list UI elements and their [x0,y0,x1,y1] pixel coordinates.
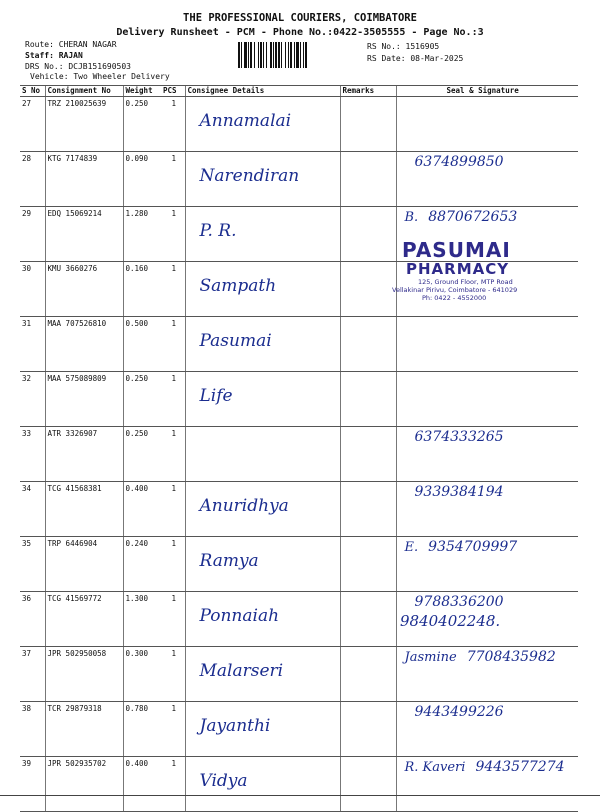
row-signature [396,97,578,152]
row-sno: 37 [20,647,45,702]
row-signature [396,372,578,427]
drs-label: DRS No.: DCJB151690503 [25,62,131,71]
table-row [20,702,578,757]
row-weight: 0.160 [123,262,161,317]
table-row [20,152,578,207]
row-sno: 39 [20,757,45,812]
row-pcs: 1 [161,537,185,592]
table-row [20,482,578,537]
row-consignee: P. R. [185,207,340,262]
company-title: THE PROFESSIONAL COURIERS, COIMBATORE [183,12,417,24]
row-consignment-no: MAA 575089809 [45,372,123,427]
row-pcs: 1 [161,317,185,372]
row-pcs: 1 [161,702,185,757]
row-pcs: 1 [161,152,185,207]
row-consignee: Narendiran [185,152,340,207]
row-consignment-no: MAA 707526810 [45,317,123,372]
row-consignment-no: KTG 7174839 [45,152,123,207]
stamp-phone: Ph: 0422 - 4552000 [422,294,487,302]
row-pcs: 1 [161,592,185,647]
row-sno: 38 [20,702,45,757]
col-consignment: Consignment No [45,86,123,97]
row-remarks [340,592,396,647]
row-sno: 36 [20,592,45,647]
row-sno: 29 [20,207,45,262]
row-remarks [340,647,396,702]
row-consignee: Jayanthi [185,702,340,757]
row-weight: 0.250 [123,97,161,152]
row-pcs: 1 [161,262,185,317]
col-remarks: Remarks [340,86,396,97]
row-consignment-no: ATR 3326907 [45,427,123,482]
signature-text: R. Kaveri [404,760,466,775]
table-row [20,647,578,702]
row-sno: 33 [20,427,45,482]
row-consignee: Ramya [185,537,340,592]
table-row [20,372,578,427]
table-header-row [20,86,578,97]
signature-phone: 8870672653 [428,209,518,225]
row-sno: 34 [20,482,45,537]
row-pcs: 1 [161,372,185,427]
row-remarks [340,482,396,537]
runsheet-title: Delivery Runsheet - PCM - Phone No.:0422-3505555 - Page No.:3 [116,27,484,38]
row-weight: 0.400 [123,482,161,537]
extra-phone-number: 9840402248. [400,612,501,630]
row-signature [396,482,578,537]
row-weight: 0.250 [123,427,161,482]
col-pcs: PCS [161,86,185,97]
table-row [20,537,578,592]
row-consignment-no: TRZ 210025639 [45,97,123,152]
row-weight: 0.300 [123,647,161,702]
rs-date: RS Date: 08-Mar-2025 [367,54,464,63]
stamp-sub: PHARMACY [406,260,510,278]
table-row [20,317,578,372]
row-weight: 0.240 [123,537,161,592]
row-weight: 1.300 [123,592,161,647]
row-signature [396,317,578,372]
row-weight: 0.500 [123,317,161,372]
row-consignee: Pasumai [185,317,340,372]
row-remarks [340,262,396,317]
row-weight: 0.400 [123,757,161,812]
row-signature [396,537,578,592]
col-sno: S No [20,86,45,97]
barcode-image [238,42,358,68]
row-remarks [340,97,396,152]
row-signature [396,757,578,812]
row-signature [396,427,578,482]
row-consignee: Ponnaiah [185,592,340,647]
row-remarks [340,207,396,262]
row-sno: 28 [20,152,45,207]
rs-number: RS No.: 1516905 [367,42,440,51]
row-weight: 0.250 [123,372,161,427]
row-pcs: 1 [161,757,185,812]
row-pcs: 1 [161,97,185,152]
stamp-name: PASUMAI [402,238,511,262]
row-weight: 0.090 [123,152,161,207]
page-bottom-rule [0,795,600,796]
row-consignee: Vidya [185,757,340,812]
row-consignee: Sampath [185,262,340,317]
row-sno: 31 [20,317,45,372]
row-remarks [340,757,396,812]
row-consignment-no: TCR 29879318 [45,702,123,757]
table-row [20,427,578,482]
row-consignee: Annamalai [185,97,340,152]
stamp-address-2: Vellakinar Pirivu, Coimbatore - 641029 [392,286,518,294]
signature-text: Jasmine [404,650,457,665]
row-remarks [340,537,396,592]
row-consignment-no: TCG 41569772 [45,592,123,647]
row-consignee: Anuridhya [185,482,340,537]
row-sno: 30 [20,262,45,317]
col-weight: Weight [123,86,161,97]
signature-phone: 9354709997 [428,539,518,555]
table-row [20,97,578,152]
row-signature [396,152,578,207]
row-sno: 27 [20,97,45,152]
row-remarks [340,152,396,207]
row-remarks [340,372,396,427]
row-consignment-no: JPR 502950058 [45,647,123,702]
signature-phone: 9788336200 [414,594,504,610]
row-remarks [340,427,396,482]
row-consignee: Life [185,372,340,427]
signature-phone: 7708435982 [466,649,556,665]
table-row [20,757,578,812]
row-signature [396,647,578,702]
row-consignee: Malarseri [185,647,340,702]
pharmacy-stamp [392,238,530,322]
signature-phone: 6374333265 [414,429,504,445]
signature-text: B. [404,210,419,225]
stamp-address-1: 125, Ground Floor, MTP Road [418,278,513,286]
vehicle-label: Vehicle: Two Wheeler Delivery [30,72,170,81]
row-pcs: 1 [161,427,185,482]
row-remarks [340,702,396,757]
signature-text: E. [404,540,419,555]
row-pcs: 1 [161,647,185,702]
col-consignee: Consignee Details [185,86,340,97]
row-consignment-no: TCG 41568381 [45,482,123,537]
signature-phone: 9443499226 [414,704,504,720]
row-consignment-no: KMU 3660276 [45,262,123,317]
row-pcs: 1 [161,207,185,262]
row-remarks [340,317,396,372]
route-label: Route: CHERAN NAGAR [25,40,117,49]
row-signature [396,702,578,757]
row-consignee [185,427,340,482]
row-consignment-no: JPR 502935702 [45,757,123,812]
signature-phone: 9443577274 [475,759,565,775]
staff-label: Staff: RAJAN [25,51,83,60]
col-signature: Seal & Signature [396,86,578,97]
row-sno: 35 [20,537,45,592]
signature-phone: 6374899850 [414,154,504,170]
row-pcs: 1 [161,482,185,537]
row-weight: 0.780 [123,702,161,757]
row-consignment-no: TRP 6446904 [45,537,123,592]
runsheet-table [20,85,578,812]
row-sno: 32 [20,372,45,427]
row-consignment-no: EDQ 15069214 [45,207,123,262]
signature-phone: 9339384194 [414,484,504,500]
row-weight: 1.280 [123,207,161,262]
